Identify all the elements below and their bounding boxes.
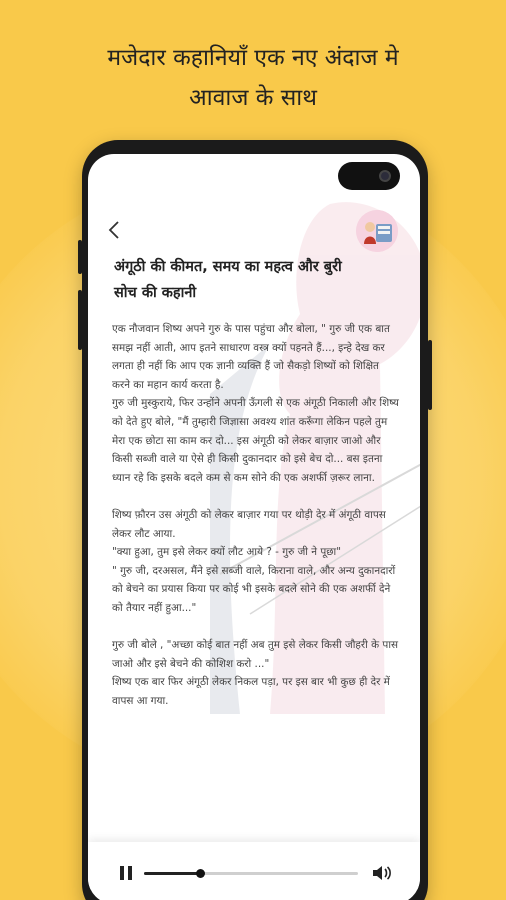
volume-button[interactable] xyxy=(372,864,392,882)
headline-line-2: आवाज के साथ xyxy=(189,85,317,111)
chevron-left-icon xyxy=(108,220,120,240)
progress-fill xyxy=(144,872,200,875)
pause-icon xyxy=(128,866,132,880)
phone-side-button xyxy=(78,240,82,274)
story-text: एक नौजवान शिष्य अपने गुरु के पास पहुंचा और बोला, " गुरु जी एक बात समझ नहीं आती, आप इतने साधारण वस्त्र क्यों पहनते हैं..., इन्हे देख कर लगता ही नहीं कि आप एक ज्ञानी व्यक्ति हैं जो सैकड़ो शिष्यों को शिक्षित करने का महान कार्य करता है. गुरु जी मुस्कुराये, फिर उन्होंने अपनी ऊँगली से एक अंगूठी निकाली और शिष्य को देते हुए बोले, "मैं तुम्हारी जिज्ञासा अवश्य शांत करूँगा लेकिन पहले तुम मेरा एक छोटा सा काम कर दो... इस अंगूठी को लेकर बाज़ार जाओ और किसी सब्जी वाले या ऐसे ही किसी दुकानदार को इसे बेच दो... बस इतना ध्यान रहे कि इसके बदले कम से कम सोने की एक अशर्फी ज़रूर लाना. शिष्य फ़ौरन उस अंगूठी को लेकर बाज़ार गया पर थोड़ी देर में अंगूठी वापस लेकर लौट आया. "क्या हुआ, तुम इसे लेकर क्यों लौट आये ? - गुरु जी ने पूछा" " गुरु जी, दरअसल, मैंने इसे सब्जी वाले, किराना वाले, और अन्य दुकानदारों को बेचने का प्रयास किया पर कोई भी इसके बदले सोने की एक अशर्फी देने को तैयार नहीं हुआ..." गुरु जी बोले , "अच्छा कोई बात नहीं अब तुम इसे लेकर किसी जौहरी के पास जाओ और इसे बेचने की कोशिश करो ..." शिष्य एक बार फिर अंगूठी लेकर निकल पड़ा, पर इस बार भी कुछ ही देर में वापस आ गया. xyxy=(112,323,399,707)
audio-player xyxy=(88,842,420,900)
phone-screen xyxy=(88,154,420,900)
pause-icon xyxy=(120,866,124,880)
avatar-illustration-icon xyxy=(356,210,398,252)
progress-thumb[interactable] xyxy=(196,869,205,878)
headline-line-1: मजेदार कहानियाँ एक नए अंदाज मे xyxy=(107,45,399,71)
pause-button[interactable] xyxy=(120,866,132,880)
phone-mockup xyxy=(82,140,428,900)
progress-track[interactable] xyxy=(144,872,358,875)
camera-lens-icon xyxy=(379,170,391,182)
story-title: अंगूठी की कीमत, समय का महत्व और बुरी सोच की कहानी xyxy=(114,259,342,301)
camera-cutout xyxy=(338,162,400,190)
story-avatar[interactable] xyxy=(356,210,398,252)
phone-side-button xyxy=(428,340,432,410)
back-button[interactable] xyxy=(108,220,128,244)
phone-side-button xyxy=(78,290,82,350)
volume-icon xyxy=(372,864,392,882)
promo-headline xyxy=(0,38,506,118)
